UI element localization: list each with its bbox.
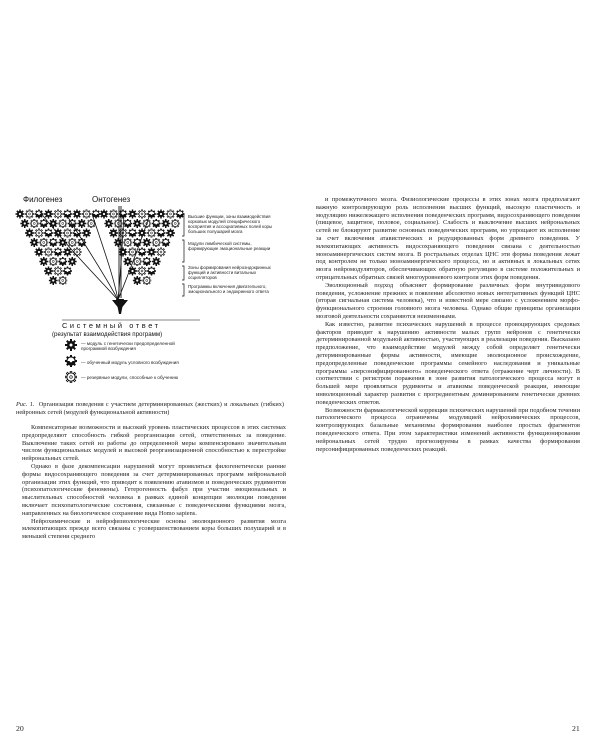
legend-reserve-module-text: резервные модули, способные к обучению [86, 375, 179, 380]
genetic-module-icon [65, 339, 77, 351]
right-page [300, 0, 600, 750]
trained-module-icon [65, 355, 77, 367]
figure-caption-label: Рис. 1. [16, 401, 35, 408]
legend-genetic-module: — модуль с генетически предопределенной программой возбуждения [81, 341, 175, 352]
legend-trained-module-text: обученный модуль условного возбуждения [86, 360, 179, 365]
figure-caption [16, 401, 284, 417]
reserve-module-icon [65, 371, 77, 383]
left-paragraph: Нейрохимические и нейрофизиологические основы эволюционного развития мозга млекопитающих прежде всего связаны с усовершенствованием коры больших полушарий и в меньшей степени среднего [22, 517, 286, 541]
system-response-title: Системный ответ [62, 321, 161, 330]
phylogenesis-label: Филогенез [23, 195, 63, 204]
legend-icons [0, 0, 300, 400]
left-page-body [22, 424, 286, 541]
page-number-left: 20 [16, 724, 24, 733]
figure-behavior-organization [0, 0, 300, 430]
ontogenesis-label: Онтогенез [92, 195, 131, 204]
right-paragraph: и промежуточного мозга. Физиологические процессы в этих зонах мозга предполагают важную контролирующую роль исполнения высших функций, высокую пластичность и модуляцию нижележащего исполнения поведенческих программ, видосохраняющего поведения (пищевое, защитное, половое, социальное). Слабость и выключение высших нейрональных сетей не блокируют развитие основных поведенческих программ, но упрощают их исполнение за счет включения атавистических и редуцированных форм древнего поведения. У млекопитающих активность видосохраняющего поведения связана с деятельностью моноаминергических систем мозга. В ростральных отделах ЦНС эти формы поведения лежат под контролем не только моноаминергического процесса, но и активных в локальных сетях мозга нейромодуляторов, обеспечивающих обратную регуляцию в системе положительных и отрицательных обратных связей многоуровневого контроля этих форм поведения. [316, 196, 580, 281]
figure-caption-text: Организация поведения с участием детерминированных (жестких) и локальных (гибких) нейронных сетей (модулей функциональной активности) [16, 401, 284, 416]
zone-label-limbic: Модули лимбической системы, формирующие эмоциональные реакции [188, 241, 271, 251]
zone-label-response-programs: Программы включения двигательного, эмоционального и эндокринного ответа [188, 284, 269, 294]
right-paragraph: Как известно, развитие психических нарушений в процессе провоцирующих средовых факторов приводит к нарушению активности малых групп нейронов с генетически детерминированной модульной активностью, участвующих в реализации поведения. Высказано предположение, что взаимодействие модулей между собой определяет генетически детерминированные формы активности, имеющие эволюционное происхождение, предопределенные поведенческие программы семейного наследования и уникальные программы «персонифицированного» поведенческого ответа (отражение черт личности). В соответствии с регистром поражения в зоне развития патологического процесса могут в большей мере проявляться рудименты и атавизмы поведенческой реакции, имеющие инволюционный характер развития с прогредиентным доминированием генетически древних поведенческих ответов. [316, 320, 580, 406]
legend-genetic-module-text: модуль с генетически предопределенной программой возбуждения [81, 341, 175, 352]
left-paragraph: Компенсаторные возможности и высокий уровень пластических процессов в этих системах предопределяют способность гибкой реорганизации сетей, ответственных за поведение. Выключение таких сетей из работы до определенной меры компенсировано значительным числом функциональных модулей и высокой реорганизационной способностью к перестройке нейрональных сетей. [22, 424, 286, 463]
right-paragraph: Возможности фармакологической коррекции психических нарушений при подобном течении патологического процесса ограничены модуляцией нейрохимических процессов, контролирующих базальные механизмы формирования наиболее простых фрагментов поведенческого ответа. При этом характеристики изменений активности функционирования нейрональных сетей трудно прогнозируемы в рамках качества формирования персонифицированных поведенческих реакций. [316, 406, 580, 453]
left-paragraph: Однако в фазе декомпенсации нарушений могут проявляться филогенетически ранние формы видосохраняющего поведения за счет детерминированных программ нейрональной организации этих функций, что приводит к появлению атавизмов и поведенческих рудиментов (психопатологические феномены). Гетерогенность фабул при участии эмоциональных и мыслительных способностей человека в рамках единой концепции эволюции поведения включает психопатологические состояния, связанные с поведенческими функциями мозга, направленных на биологическое сохранение вида Homo sapiens. [22, 462, 286, 517]
legend-reserve-module: — резервные модули, способные к обучению [81, 375, 179, 380]
zone-label-neuroendocrine: Зоны формирования нейроэндокринных функций и активности витальных осцилляторов [188, 265, 271, 280]
zone-label-higher-functions: Высшие функции, зоны взаимодействия корковых модулей специфического восприятия и ассоциативных полей коры больших полушарий мозга [188, 214, 273, 234]
page-number-right: 21 [572, 724, 580, 733]
right-paragraph: Эволюционный подход объясняет формирование различных форм внутривидового поведения, усложнение прежних и появление абсолютно новых интегративных функций ЦНС (вторая сигнальная система человека), что и известной мере связано с усложнением морфо-функционального строения головного мозга человека. Однако общие принципы организации мозговой деятельности сохраняются неизменными. [316, 281, 580, 320]
system-response-subtitle: (результат взаимодействия программ) [52, 331, 163, 338]
right-page-body [316, 196, 580, 453]
legend-trained-module: — обученный модуль условного возбуждения [81, 360, 179, 365]
